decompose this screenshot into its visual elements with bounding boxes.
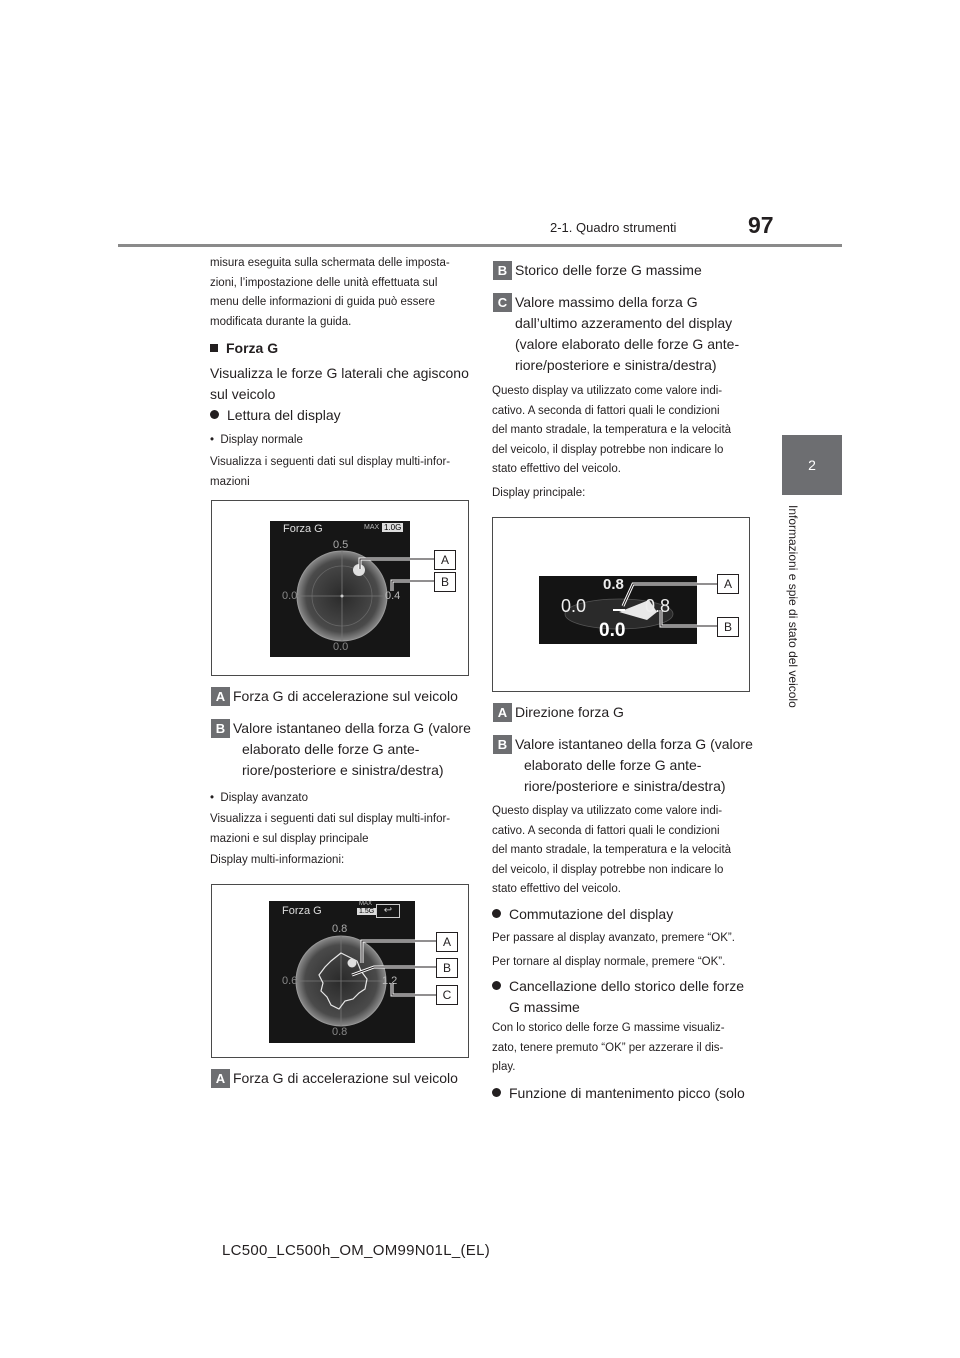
- chapter-title: Informazioni e spie di stato del veicolo: [786, 505, 800, 708]
- bullet-text: G massime: [509, 999, 580, 1015]
- main-right-value: 0.8: [645, 596, 671, 616]
- callout-lines: [493, 518, 749, 691]
- note-line: Questo display va utilizzato come valore indi-: [492, 805, 723, 817]
- note-line: del veicolo, il display potrebbe non indicare lo: [492, 443, 724, 456]
- desc-line: Visualizza le forze G laterali che agiscono: [210, 365, 469, 381]
- principale-label: Display principale:: [492, 487, 586, 499]
- main-left-value: 0.0: [561, 596, 587, 616]
- gauge-title: Forza G: [282, 905, 322, 917]
- desc-line: Visualizza i seguenti dati sul display multi-infor-: [210, 456, 451, 468]
- forza-desc: [210, 363, 469, 405]
- tag-text: Display normale: [220, 434, 303, 446]
- main-bottom-value: 0.0: [599, 620, 626, 641]
- desc-line: sul veicolo: [210, 386, 276, 402]
- item-b-text: [515, 734, 753, 797]
- desc-line: zato, tenere premuto “OK” per azzerare il dis-: [492, 1041, 724, 1054]
- cancellazione-bullet: [492, 976, 744, 1018]
- intro-line: modificata durante la guida.: [210, 315, 352, 328]
- item-line: riore/posteriore e sinistra/destra): [524, 778, 726, 794]
- chapter-tab: 2: [782, 435, 842, 495]
- note-2: [492, 802, 731, 900]
- item-line: Forza G di accelerazione sul veicolo: [233, 1070, 458, 1086]
- badge-c: C: [493, 293, 512, 312]
- badge-b: B: [493, 261, 512, 280]
- callout-lines: [212, 885, 468, 1057]
- back-arrow-icon: ↩: [376, 904, 400, 918]
- bullet-icon: [210, 410, 219, 419]
- desc-line: mazioni: [210, 475, 250, 488]
- note-line: del manto stradale, la temperatura e la velocità: [492, 424, 732, 436]
- comm-line: Per passare al display avanzato, premere “OK”.: [492, 932, 735, 944]
- left-intro: [210, 254, 470, 332]
- item-line: riore/posteriore e sinistra/destra): [242, 762, 444, 778]
- callout-b: B: [436, 958, 458, 978]
- note-line: stato effettivo del veicolo.: [492, 883, 621, 895]
- note-line: del manto stradale, la temperatura e la velocità: [492, 844, 732, 856]
- item-line: Valore massimo della forza G: [515, 294, 698, 310]
- gauge-right-value: 1.2: [382, 975, 398, 987]
- callout-c: C: [436, 985, 458, 1005]
- intro-line: zioni, l’impostazione delle unità effettuata sul: [210, 276, 438, 289]
- gauge-bottom-value: 0.8: [332, 1026, 348, 1038]
- badge-a: A: [211, 687, 230, 706]
- item-c-text: [515, 292, 739, 376]
- figure-main-display: [492, 517, 750, 692]
- badge-a: A: [493, 703, 512, 722]
- callout-lines: [212, 501, 468, 675]
- badge-b: B: [211, 719, 230, 738]
- item-line: riore/posteriore e sinistra/destra): [515, 357, 717, 373]
- max-value: 1.5G: [359, 908, 375, 915]
- bullet-text: Lettura del display: [227, 407, 341, 423]
- gauge-right-value: 0.4: [385, 590, 401, 602]
- max-label: MAX: [359, 901, 373, 907]
- desc-line: play.: [492, 1061, 516, 1073]
- item-line: elaborato delle forze G ante-: [524, 757, 702, 773]
- tag-text: Display avanzato: [220, 792, 308, 804]
- gauge-title: Forza G: [283, 523, 323, 535]
- item-line: Storico delle forze G massime: [515, 262, 702, 278]
- gauge-top-value: 0.5: [333, 539, 349, 551]
- item-line: Forza G di accelerazione sul veicolo: [233, 688, 458, 704]
- max-value: 1.0G: [384, 523, 402, 532]
- section-title: 2-1. Quadro strumenti: [550, 220, 677, 235]
- item-a-text: [233, 686, 458, 707]
- gauge-left-value: 0.6: [282, 975, 298, 987]
- dot-icon: •: [210, 434, 221, 446]
- bullet-text: Cancellazione dello storico delle forze: [509, 978, 745, 994]
- item-b-text: [515, 260, 702, 281]
- figure-forza-g-normal: [211, 500, 469, 676]
- canc-desc: [492, 1019, 725, 1078]
- commutazione-bullet: [492, 904, 673, 925]
- item-line: Valore istantaneo della forza G (valore: [233, 720, 471, 736]
- item-line: dall’ultimo azzeramento del display: [515, 315, 733, 331]
- chapter-title-vertical: [778, 505, 808, 765]
- bullet-icon: [492, 909, 501, 918]
- item-a-text: [233, 1068, 458, 1089]
- desc-line: Visualizza i seguenti dati sul display multi-infor-: [210, 813, 451, 825]
- item-line: Valore istantaneo della forza G (valore: [515, 736, 753, 752]
- avanzato-tag: [210, 789, 308, 809]
- item-a-text: [515, 702, 624, 723]
- page-number: 97: [748, 212, 774, 238]
- comm-line: Per tornare al display normale, premere “OK”.: [492, 956, 726, 968]
- gauge-left-value: 0.0: [282, 590, 298, 602]
- header-rule: [118, 244, 842, 247]
- callout-a: A: [436, 932, 458, 952]
- item-b-text: [233, 718, 471, 781]
- note-1: [492, 382, 731, 480]
- gauge-bottom-value: 0.0: [333, 641, 349, 653]
- note-line: cativo. A seconda di fattori quali le condizioni: [492, 404, 720, 417]
- item-line: (valore elaborato delle forze G ante-: [515, 336, 740, 352]
- callout-b: B: [717, 617, 739, 637]
- funzione-bullet: [492, 1083, 745, 1104]
- intro-line: menu delle informazioni di guida può essere: [210, 296, 436, 308]
- note-line: stato effettivo del veicolo.: [492, 463, 621, 475]
- desc-line: mazioni e sul display principale: [210, 832, 369, 845]
- callout-b: B: [434, 572, 456, 592]
- heading-text: Forza G: [226, 340, 279, 356]
- callout-a: A: [717, 574, 739, 594]
- intro-line: misura eseguita sulla schermata delle imposta-: [210, 257, 450, 269]
- bullet-icon: [492, 981, 501, 990]
- main-top-value: 0.8: [603, 576, 624, 593]
- bullet-text: Funzione di mantenimento picco (solo: [509, 1085, 745, 1101]
- gauge-top-value: 0.8: [332, 923, 348, 935]
- item-line: elaborato delle forze G ante-: [242, 741, 420, 757]
- badge-b: B: [493, 735, 512, 754]
- note-line: Questo display va utilizzato come valore indi-: [492, 385, 723, 397]
- bullet-text: Commutazione del display: [509, 906, 674, 922]
- footer-code: LC500_LC500h_OM_OM99N01L_(EL): [222, 1242, 491, 1259]
- max-label: MAX: [364, 524, 380, 531]
- multi-label: Display multi-informazioni:: [210, 854, 345, 866]
- avanzato-desc: [210, 810, 450, 849]
- callout-a: A: [434, 550, 456, 570]
- badge-a: A: [211, 1069, 230, 1088]
- square-bullet-icon: [210, 344, 218, 352]
- desc-line: Con lo storico delle forze G massime visualiz-: [492, 1022, 725, 1034]
- figure-forza-g-advanced: [211, 884, 469, 1058]
- lettura-bullet: [210, 405, 341, 426]
- normale-tag: [210, 431, 303, 451]
- note-line: del veicolo, il display potrebbe non indicare lo: [492, 863, 724, 876]
- note-line: cativo. A seconda di fattori quali le condizioni: [492, 824, 720, 837]
- normale-desc: [210, 453, 450, 492]
- heading-forza-g: [210, 340, 278, 356]
- bullet-icon: [492, 1088, 501, 1097]
- dot-icon: •: [210, 792, 221, 804]
- item-line: Direzione forza G: [515, 704, 624, 720]
